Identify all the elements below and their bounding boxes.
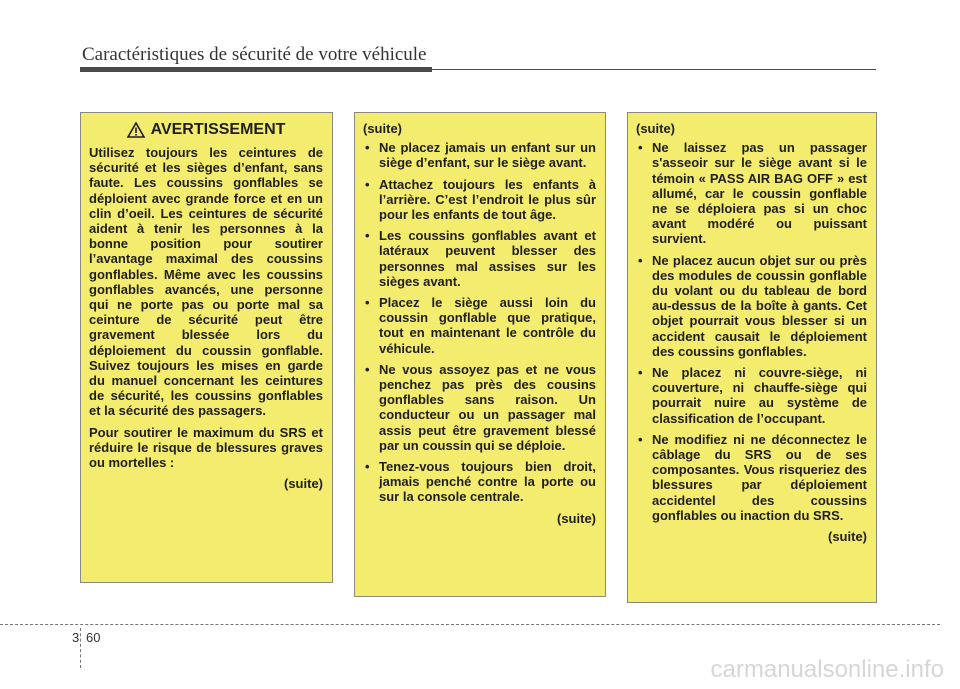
list-item: • Ne placez ni couvre-siège, ni couverture, ni chauffe-siège qui pourrait nuire au système de classification de l’occupant. [636, 365, 867, 426]
warning-panel-continued [354, 112, 606, 597]
list-item: • Ne modifiez ni ne déconnectez le câblage du SRS ou de ses composantes. Vous risqueriez des blessures par déploiement accidentel des coussins gonflables ou inaction du SRS. [636, 432, 867, 523]
continued-label: (suite) [828, 529, 867, 545]
bullet-list [363, 140, 596, 504]
list-item: • Ne placez aucun objet sur ou près des modules de coussin gonflable du volant ou du tableau de bord au-dessus de la boîte à gants. Cet objet pourrait vous blesser si un accident causait le déploiement des coussins gonflables. [636, 253, 867, 359]
header-rule-thin [432, 69, 876, 70]
list-item: • Les coussins gonflables avant et latéraux peuvent blesser des personnes mal assises sur les sièges avant. [363, 228, 596, 289]
warning-triangle-icon [127, 122, 145, 138]
page-header-title: Caractéristiques de sécurité de votre véhicule [82, 44, 427, 65]
warning-heading-text: AVERTISSEMENT [150, 121, 286, 138]
warning-panel-continued [627, 112, 877, 603]
list-item: • Ne placez jamais un enfant sur un siège d’enfant, sur le siège avant. [363, 140, 596, 170]
list-item: • Ne vous assoyez pas et ne vous penchez pas près des cousins gonflables sans raison. Un conducteur ou un passager mal assis peut être gravement blessé par un coussin qui se déploie. [363, 362, 596, 453]
warning-paragraph: Pour soutirer le maximum du SRS et réduire le risque de blessures graves ou mortelles : [89, 424, 323, 471]
continued-label: (suite) [363, 121, 402, 136]
chapter-number: 3 [72, 630, 80, 645]
list-item: • Ne laissez pas un passager s'asseoir sur le siège avant si le témoin « PASS AIR BAG OFF » est allumé, car le coussin gonflable ne se déploiera pas si un choc avant modéré ou puissant survient. [636, 140, 867, 246]
list-item: • Placez le siège aussi loin du coussin gonflable que pratique, tout en maintenant le contrôle du véhicule. [363, 295, 596, 356]
watermark-text: carmanualsonline.info [710, 656, 944, 683]
list-item: • Attachez toujours les enfants à l’arrière. C’est l’endroit le plus sûr pour les enfants de tout âge. [363, 177, 596, 223]
continued-label: (suite) [284, 476, 323, 492]
warning-panel [80, 112, 333, 583]
bullet-list [636, 140, 867, 523]
warning-paragraph: Utilisez toujours les ceintures de sécurité et les sièges d’enfant, sans faute. Les coussins gonflables se déploient avec grande force et en un clin d’oeil. Les ceintures de sécurité aident à tenir les personnes à la bonne position pour soutirer l’avantage maximal des coussins gonflables. Même avec les coussins gonflables avancés, une personne qui ne porte pas ou porte mal sa ceinture de sécurité peut être gravement blessée lors du déploiement du coussin gonflable. Suivez toujours les mises en garde du manuel concernant les ceintures de sécurité, les coussins gonflables et la sécurité des passagers. [89, 145, 323, 419]
continued-label: (suite) [636, 121, 675, 136]
list-item: • Tenez-vous toujours bien droit, jamais penché contre la porte ou sur la console centrale. [363, 459, 596, 505]
continued-label: (suite) [557, 510, 596, 526]
header-rule [80, 67, 432, 72]
footer-divider [0, 624, 940, 625]
warning-heading [89, 121, 323, 139]
page-number: 60 [86, 630, 101, 645]
footer-vertical-divider [80, 628, 81, 668]
